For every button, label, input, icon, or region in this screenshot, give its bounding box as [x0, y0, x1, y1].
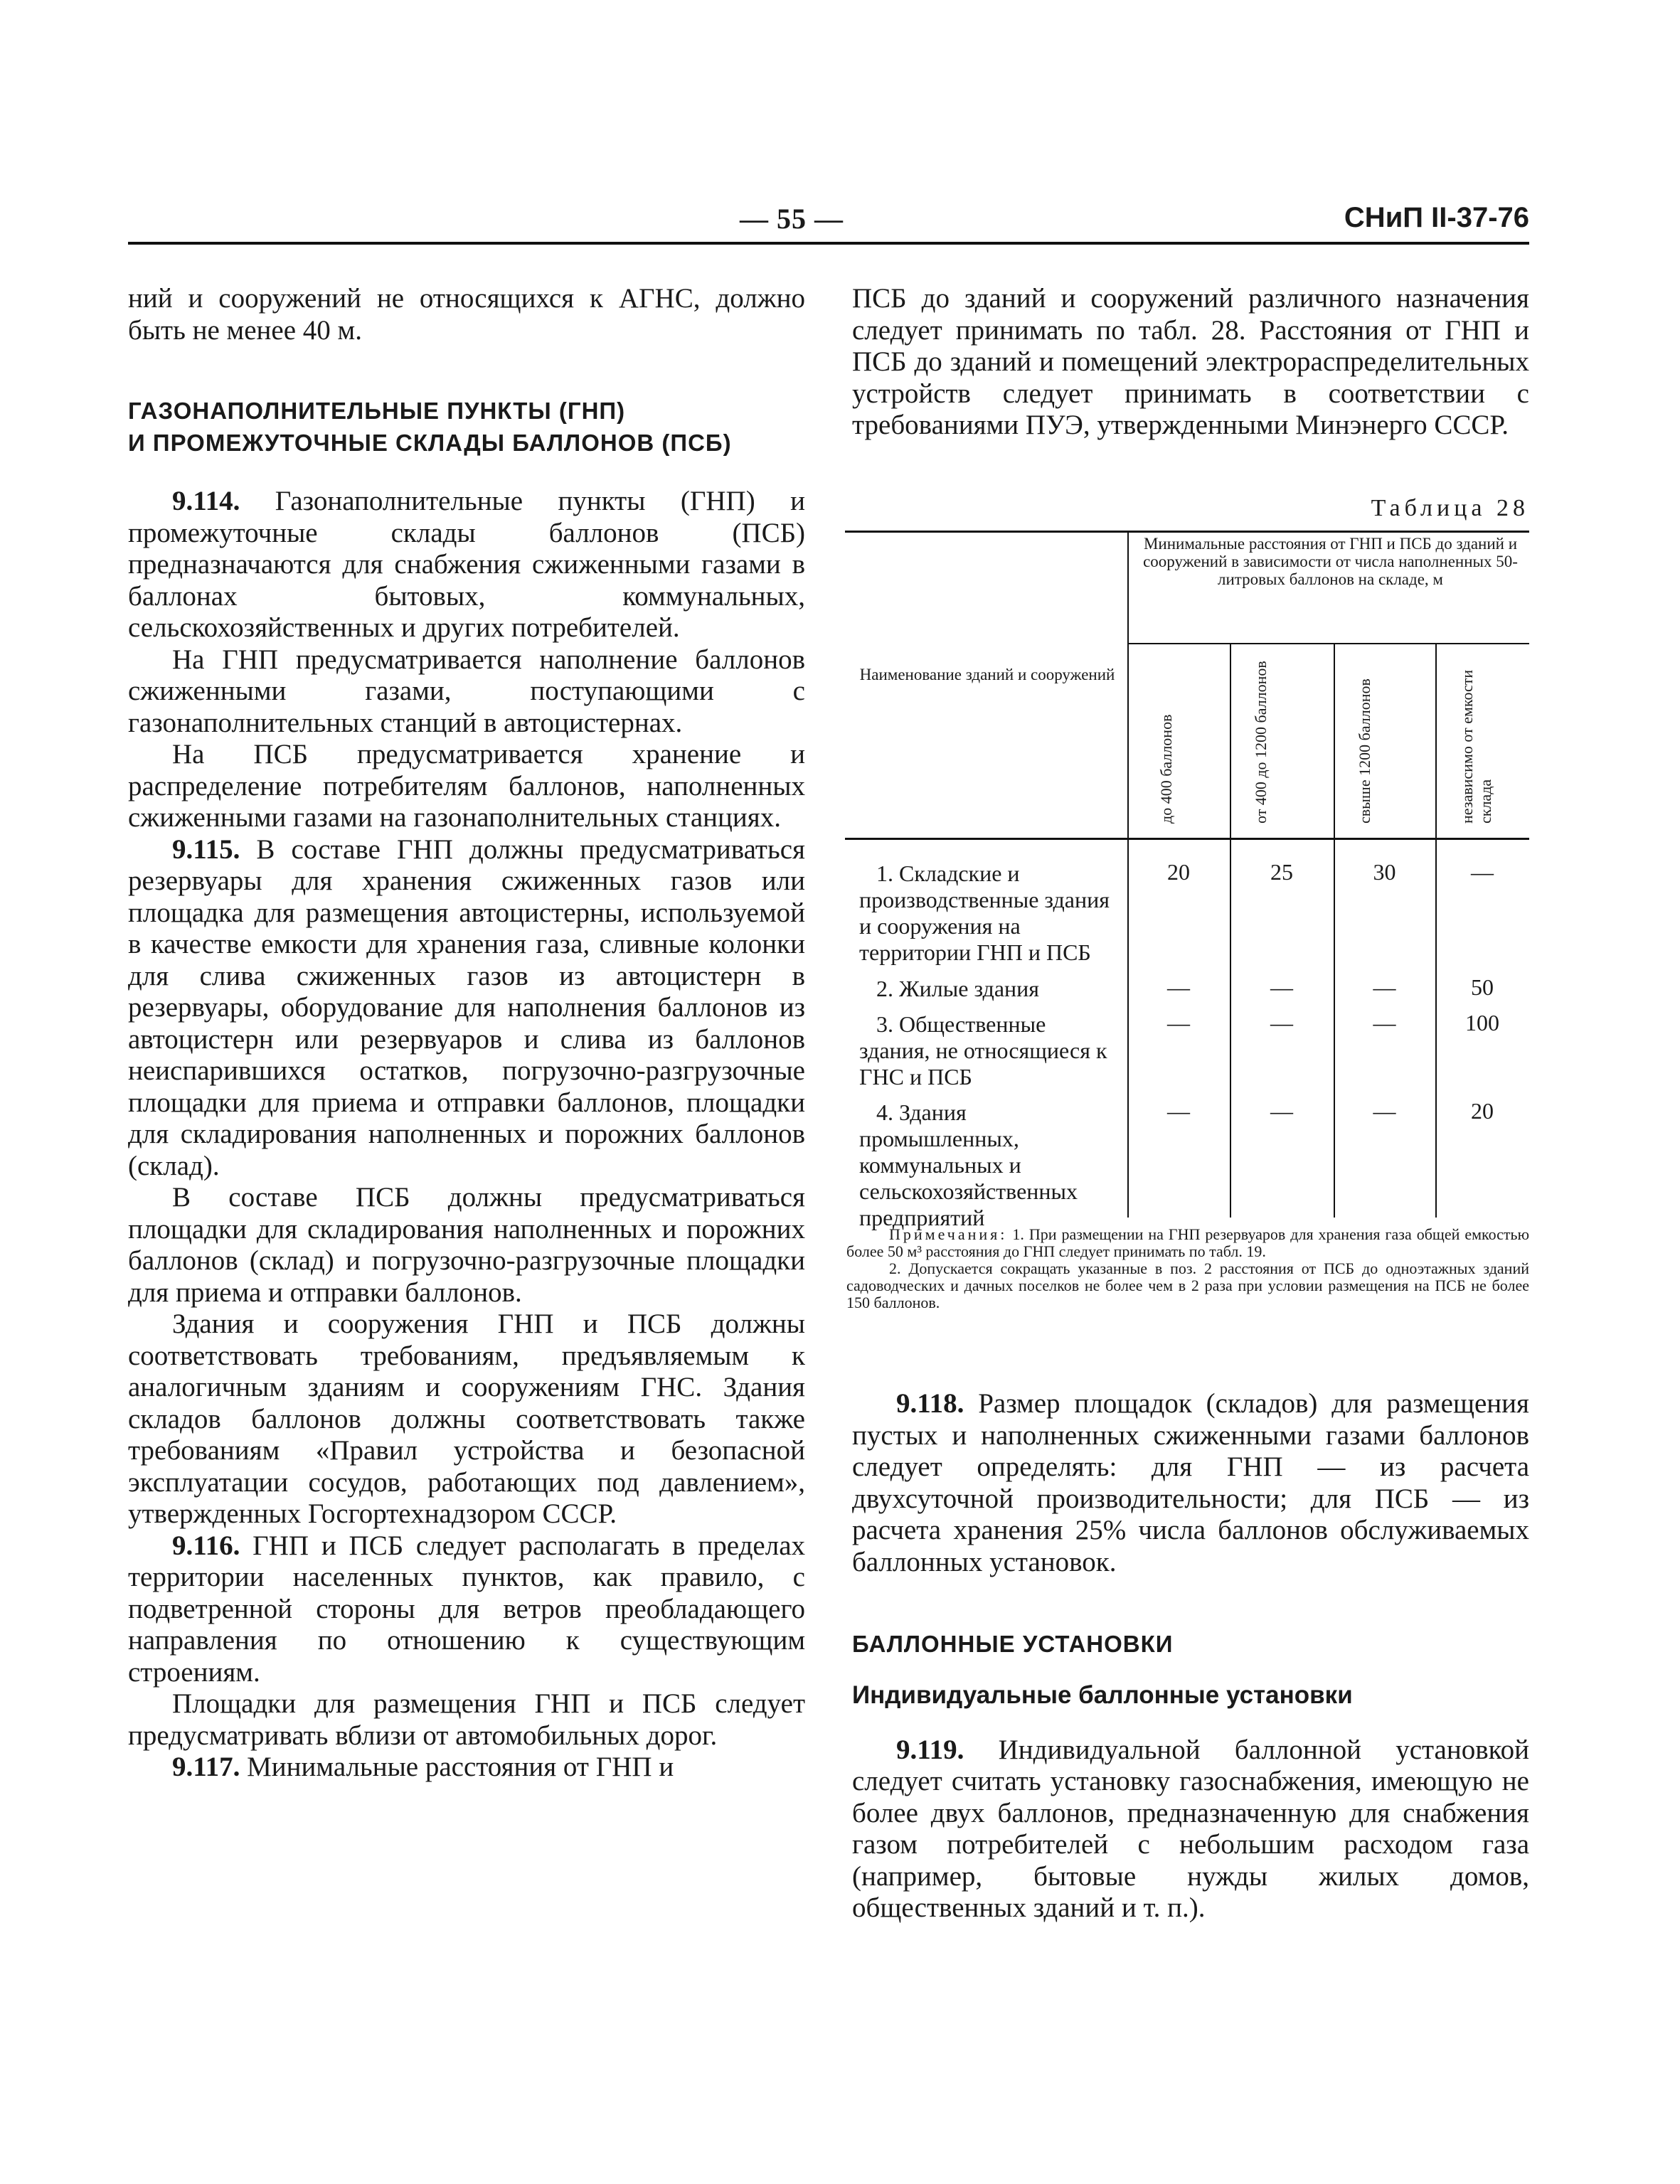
- table-cell: —: [1270, 1098, 1293, 1124]
- table-cell: —: [1270, 1010, 1293, 1035]
- table-cell: 100: [1465, 1010, 1499, 1035]
- table-cell: 25: [1270, 859, 1293, 885]
- paragraph-9-119: [852, 1735, 1529, 1924]
- intro-paragraph: ний и сооружений не относящихся к АГНС, должно быть не менее 40 м.: [128, 283, 805, 346]
- note-1: Примечания: 1. При размещении на ГНП резервуаров для хранения газа общей емкостью более 50 м³ расстояния до ГНП следует принимать по табл. 19.: [846, 1225, 1529, 1260]
- paragraph-9-116: [128, 1530, 805, 1689]
- paragraph-9-117-continued: ПСБ до зданий и сооружений различного назначения следует принимать по табл. 28. Расстояния от ГНП и ПСБ до зданий и помещений электрораспределительных устройств следует принимать в соответствии с требованиями ПУЭ, утвержденными Минэнерго СССР.: [852, 283, 1529, 440]
- table-column-line: [1334, 643, 1335, 1218]
- document-code: СНиП II-37-76: [1344, 202, 1529, 233]
- paragraph-9-117: [128, 1752, 805, 1784]
- clause-text: Индивидуальной баллонной установкой следует считать установку газоснабжения, имеющую не более двух баллонов, предназначенную для снабжения газом потребителей с небольшим расходом газа (например, бытовые нужды жилых домов, общественных зданий и т. п.).: [852, 1734, 1529, 1923]
- table-cell: —: [1270, 974, 1293, 1000]
- table-cell: —: [1167, 1098, 1190, 1124]
- clause-number: 9.115.: [172, 833, 240, 865]
- paragraph-9-114-b: На ГНП предусматривается наполнение баллонов сжиженными газами, поступающими с газонаполнительных станций в автоцистернах.: [128, 644, 805, 738]
- paragraph-9-114-c: На ПСБ предусматривается хранение и распределение потребителям баллонов, наполненных сжиженными газами на газонаполнительных станциях.: [128, 739, 805, 833]
- header-rule: [128, 242, 1529, 245]
- paragraph-9-115-c: Здания и сооружения ГНП и ПСБ должны соответствовать требованиям, предъявляемым к аналогичным зданиям и сооружениям ГНС. Здания складов баллонов должны соответствовать также требованиям «Правил устройства и безопасной эксплуатации сосудов, работающих под давлением», утвержденных Госгортехнадзором СССР.: [128, 1309, 805, 1529]
- table-cell: —: [1167, 974, 1190, 1000]
- clause-text: Размер площадок (складов) для размещения пустых и наполненных сжиженными газами баллонов следует определять: для ГНП — из расчета двухсуточной производительности; для ПСБ — из расчета хранения 25% числа баллонов обслуживаемых баллонных установок.: [852, 1388, 1529, 1577]
- table-caption: Таблица 28: [1371, 495, 1529, 521]
- paragraph-9-115: [128, 834, 805, 1183]
- table-top-rule: [845, 531, 1529, 533]
- paragraph-9-118: [852, 1388, 1529, 1578]
- table-row-name: 1. Складские и производственные здания и сооружения на территории ГНП и ПСБ: [859, 861, 1110, 965]
- sub-header-2: от 400 до 1200 баллонов: [1252, 661, 1270, 824]
- clause-text: В составе ГНП должны предусматриваться резервуары для хранения сжиженных газов или площадка для размещения автоцистерны, используемой в качестве емкости для хранения газа, сливные колонки для слива сжиженных газов из автоцистерн в резервуары, оборудование для наполнения баллонов из автоцистерн или резервуаров и слива из баллонов неиспарившихся остатков, погрузочно-разгрузочные площадки для приема и отправки баллонов, площадки для складирования наполненных и порожних баллонов (склад).: [128, 833, 805, 1181]
- clause-text: ГНП и ПСБ следует располагать в пределах территории населенных пунктов, как правило, с подветренной стороны для ветров преобладающего направления по отношению к существующим строениям.: [128, 1530, 805, 1688]
- table-cell: 20: [1167, 859, 1190, 885]
- table-cell: 20: [1471, 1098, 1494, 1124]
- clause-number: 9.114.: [172, 486, 240, 516]
- paragraph-9-114: [128, 486, 805, 644]
- clause-number: 9.118.: [896, 1388, 964, 1419]
- left-column: [128, 283, 805, 1784]
- table-row-name: 2. Жилые здания: [876, 976, 1039, 1001]
- subsection-title: Индивидуальные баллонные установки: [852, 1681, 1353, 1709]
- paragraph-9-116-b: Площадки для размещения ГНП и ПСБ следует предусматривать вблизи от автомобильных дорог.: [128, 1688, 805, 1751]
- clause-number: 9.117.: [172, 1752, 240, 1782]
- sub-header-4: независимо от емкости склада: [1458, 669, 1494, 824]
- right-column-lower: [852, 1388, 1529, 1924]
- table-notes: [846, 1226, 1529, 1311]
- table-column-line: [1230, 643, 1231, 1218]
- table-28: [845, 531, 1529, 1230]
- section-title-line-1: ГАЗОНАПОЛНИТЕЛЬНЫЕ ПУНКТЫ (ГНП): [128, 398, 626, 424]
- clause-text: Минимальные расстояния от ГНП и: [247, 1752, 674, 1782]
- table-cell: —: [1167, 1010, 1190, 1035]
- section-title: [128, 395, 805, 459]
- table-row-name: 3. Общественные здания, не относящиеся к ГНС и ПСБ: [859, 1011, 1107, 1090]
- section-title-line-2: И ПРОМЕЖУТОЧНЫЕ СКЛАДЫ БАЛЛОНОВ (ПСБ): [128, 430, 732, 456]
- notes-label: Примечания:: [889, 1225, 1008, 1243]
- clause-text: Газонаполнительные пункты (ГНП) и промежуточные склады баллонов (ПСБ) предназначаются для снабжения сжиженными газами в баллонах бытовых, коммунальных, сельскохозяйственных и других потребителей.: [128, 486, 806, 643]
- section-title-ballon: БАЛЛОННЫЕ УСТАНОВКИ: [852, 1631, 1174, 1657]
- table-cell: —: [1373, 974, 1396, 1000]
- sub-header-3: свыше 1200 баллонов: [1356, 678, 1373, 824]
- clause-number: 9.116.: [172, 1530, 240, 1561]
- table-cell: —: [1373, 1010, 1396, 1035]
- sub-header-1: до 400 баллонов: [1157, 714, 1175, 824]
- table-column-line: [1435, 643, 1437, 1218]
- table-cell: —: [1471, 859, 1494, 885]
- table-header-divider: [845, 838, 1529, 840]
- table-row-name: 4. Здания промышленных, коммунальных и сельскохозяйственных предприятий: [859, 1099, 1078, 1230]
- right-column-intro: [852, 283, 1529, 442]
- column-header-name: Наименование зданий и сооружений: [859, 666, 1115, 683]
- note-2: 2. Допускается сокращать указанные в поз. 2 расстояния от ПСБ до одноэтажных зданий садоводческих и дачных поселков не более чем в 2 раза при условии размещения на ПСБ не более 150 баллонов.: [846, 1259, 1529, 1311]
- group-header: Минимальные расстояния от ГНП и ПСБ до зданий и сооружений в зависимости от числа наполненных 50-литровых баллонов на складе, м: [1143, 535, 1518, 588]
- page-number: — 55 —: [740, 203, 844, 235]
- clause-number: 9.119.: [896, 1734, 964, 1765]
- table-cell: —: [1373, 1098, 1396, 1124]
- table-cell: 50: [1471, 974, 1494, 1000]
- table-cell: 30: [1373, 859, 1396, 885]
- table-group-divider: [1127, 643, 1529, 644]
- paragraph-9-115-b: В составе ПСБ должны предусматриваться площадки для складирования наполненных и порожних баллонов (склад) и погрузочно-разгрузочные площадки для приема и отправки баллонов.: [128, 1182, 805, 1308]
